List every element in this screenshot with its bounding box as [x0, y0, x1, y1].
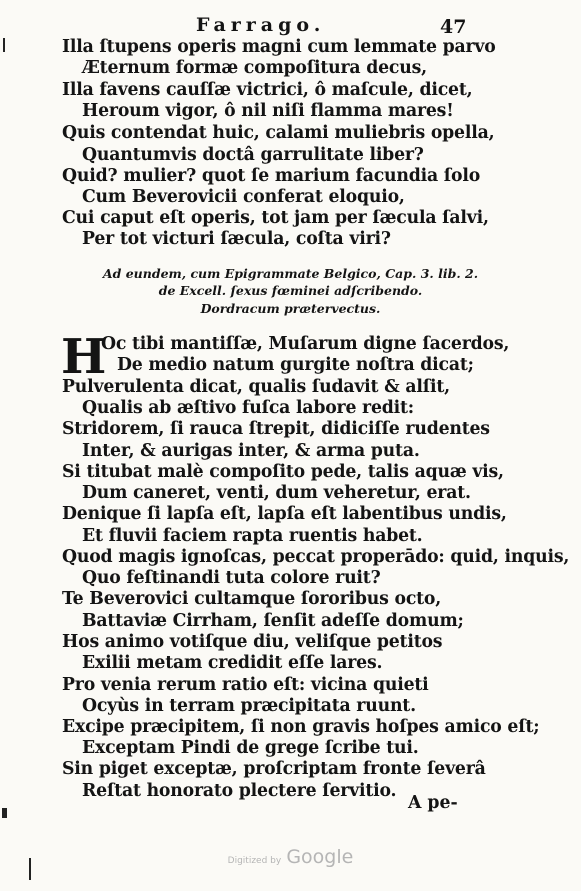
verse-line: Dum caneret, venti, dum veheretur, erat.: [82, 483, 471, 503]
section-heading-line: de Excell. ſexus fœminei adſcribendo.: [158, 283, 423, 298]
verse-line: Per tot victuri ſæcula, coſta viri?: [82, 229, 391, 249]
verse-line: Illa favens cauſſæ victrici, ô maſcule, dicet,: [62, 80, 473, 100]
verse-line: Ocyùs in terram præcipitata ruunt.: [82, 696, 416, 716]
margin-mark-side: [2, 808, 7, 818]
section-heading-line: Ad eundem, cum Epigrammate Belgico, Cap. 3. lib. 2.: [102, 266, 479, 281]
verse-line: De medio natum gurgite noſtra dicat;: [117, 355, 474, 375]
verse-line: Sin piget exceptæ, proſcriptam fronte ſeverâ: [62, 759, 486, 779]
watermark-small-text: Digitized by: [227, 856, 282, 866]
verse-line: Et fluvii faciem rapta ruentis habet.: [82, 526, 423, 546]
verse-line: Pro venia rerum ratio eſt: vicina quieti: [62, 675, 429, 695]
verse-line: Denique ſi lapſa eſt, lapſa eſt labentibus undis,: [62, 504, 507, 524]
verse-line: Inter, & aurigas inter, & arma puta.: [82, 441, 420, 461]
page-number: 47: [440, 16, 467, 38]
verse-line: Te Beverovici cultamque ſororibus octo,: [62, 589, 442, 609]
verse-line: Hos animo votiſque diu, veliſque petitos: [62, 632, 443, 652]
verse-line: Quo feſtinandi tuta colore ruit?: [82, 568, 381, 588]
verse-line: Excipe præcipitem, ſi non gravis hoſpes amico eſt;: [62, 717, 540, 737]
verse-line: Stridorem, ſi rauca ſtrepit, didiciſſe rudentes: [62, 419, 490, 439]
verse-line: Battaviæ Cirrham, ſenſit adeſſe domum;: [82, 611, 464, 631]
verse-line: Exilii metam credidit eſſe lares.: [82, 653, 383, 673]
verse-line: Si titubat malè compoſito pede, talis aquæ vis,: [62, 462, 504, 482]
verse-line: Cui caput eſt operis, tot jam per ſæcula ſalvi,: [62, 208, 489, 228]
verse-line: Quid? mulier? quot ſe marium facundia ſolo: [62, 166, 481, 186]
verse-line: Quantumvis doctâ garrulitate liber?: [82, 145, 424, 165]
verse-line: Illa ſtupens operis magni cum lemmate parvo: [62, 37, 496, 57]
page-header: [0, 14, 581, 36]
verse-line: Quis contendat huic, calami muliebris opella,: [62, 123, 495, 143]
verse-line: Oc tibi mantiſſæ, Muſarum digne ſacerdos,: [101, 334, 510, 354]
verse-line: Heroum vigor, ô nil niſi flamma mares!: [82, 101, 454, 121]
watermark-brand: Google: [286, 846, 354, 868]
verse-line: Reſtat honorato plectere ſervitio.: [82, 781, 397, 801]
verse-line: Quod magis ignoſcas, peccat properādo: quid, inquis,: [62, 547, 570, 567]
running-head: Farrago.: [196, 14, 326, 36]
verse-line: Qualis ab æſtivo fuſca labore redit:: [82, 398, 414, 418]
verse-line: Æternum formæ compoſitura decus,: [82, 58, 427, 78]
catchword: A pe-: [408, 793, 458, 813]
margin-mark-top: [3, 38, 5, 52]
digitization-watermark: [0, 846, 581, 868]
drop-cap: H: [61, 329, 107, 385]
verse-line: Exceptam Pindi de grege ſcribe tui.: [82, 738, 419, 758]
section-heading-line: Dordracum prætervectus.: [200, 301, 381, 316]
verse-line: Pulverulenta dicat, qualis ſudavit & alſit,: [62, 377, 450, 397]
verse-line: Cum Beverovicii conferat eloquio,: [82, 187, 405, 207]
